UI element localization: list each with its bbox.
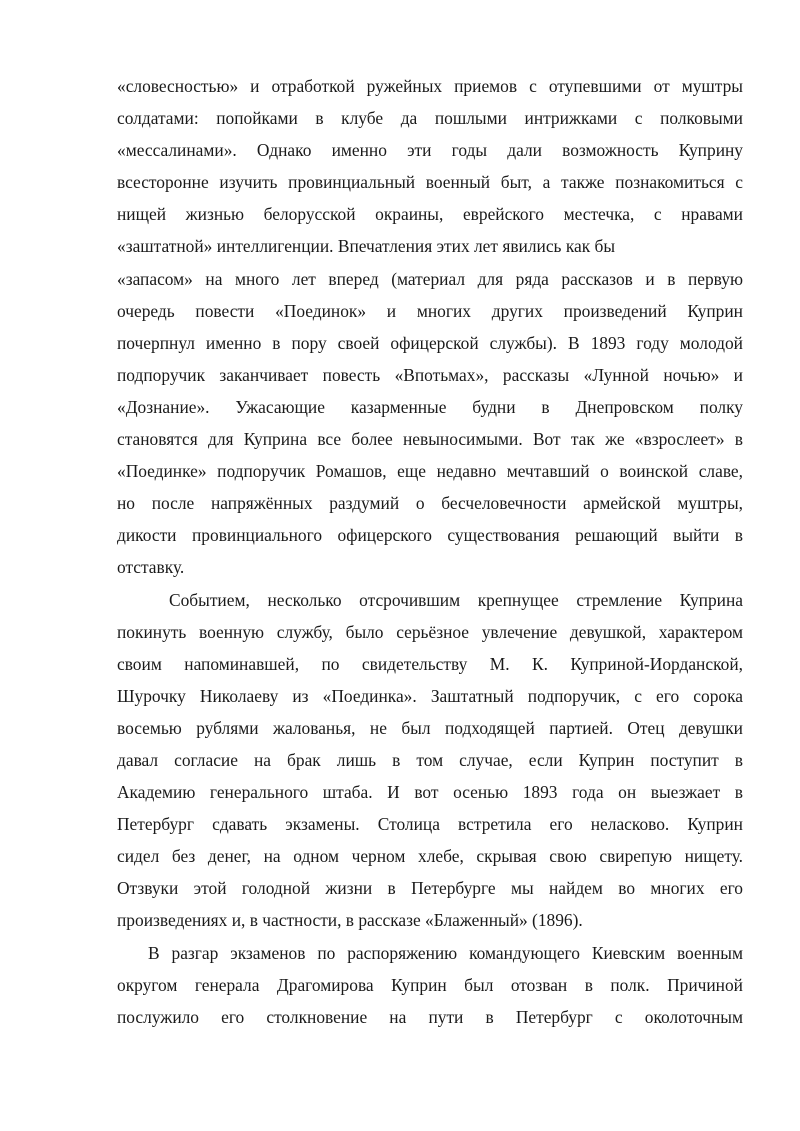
paragraph-2 xyxy=(117,584,743,937)
text-line: солдатами: попойками в клубе да пошлыми интрижками с полковыми xyxy=(117,108,743,129)
text-line: но после напряжённых раздумий о бесчеловечности армейской муштры, xyxy=(117,493,743,514)
paragraph-3 xyxy=(117,937,743,1033)
text-line: сидел без денег, на одном черном хлебе, скрывая свою свирепую нищету. xyxy=(117,846,743,867)
text-line: В разгар экзаменов по распоряжению командующего Киевским военным xyxy=(148,942,743,963)
text-line: давал согласие на брак лишь в том случае, если Куприн поступит в xyxy=(117,749,743,770)
text-line: восемью рублями жалованья, не был подходящей партией. Отец девушки xyxy=(117,717,743,738)
text-line: подпоручик заканчивает повесть «Впотьмах», рассказы «Лунной ночью» и xyxy=(117,364,743,385)
text-line: дикости провинциального офицерского существования решающий выйти в xyxy=(117,525,743,546)
text-line: произведениях и, в частности, в рассказе «Блаженный» (1896). xyxy=(117,910,583,931)
text-line: Шурочку Николаеву из «Поединка». Заштатный подпоручик, с его сорока xyxy=(117,685,743,706)
text-line: всесторонне изучить провинциальный военный быт, а также познакомиться с xyxy=(117,172,743,193)
text-line: Отзвуки этой голодной жизни в Петербурге мы найдем во многих его xyxy=(117,878,743,899)
text-line: почерпнул именно в пору своей офицерской службы). В 1893 году молодой xyxy=(117,332,743,353)
text-line: округом генерала Драгомирова Куприн был отозван в полк. Причиной xyxy=(117,974,743,995)
document-page xyxy=(117,70,743,1033)
paragraph-1 xyxy=(117,70,743,584)
text-line: нищей жизнью белорусской окраины, еврейского местечка, с нравами xyxy=(117,204,743,225)
text-line: покинуть военную службу, было серьёзное увлечение девушкой, характером xyxy=(117,621,743,642)
text-line: Академию генерального штаба. И вот осенью 1893 года он выезжает в xyxy=(117,782,743,803)
text-line: «Поединке» подпоручик Ромашов, еще недавно мечтавший о воинской славе, xyxy=(117,461,743,482)
text-line: отставку. xyxy=(117,557,185,578)
text-line: «Дознание». Ужасающие казарменные будни в Днепровском полку xyxy=(117,396,743,417)
text-line: «запасом» на много лет вперед (материал для ряда рассказов и в первую xyxy=(117,268,743,289)
text-line: «заштатной» интеллигенции. Впечатления этих лет явились как бы xyxy=(117,236,616,257)
text-line: «словесностью» и отработкой ружейных приемов с отупевшими от муштры xyxy=(117,76,743,96)
text-line: становятся для Куприна все более невыносимыми. Вот так же «взрослеет» в xyxy=(117,429,743,450)
text-line: Петербург сдавать экзамены. Столица встретила его неласково. Куприн xyxy=(117,814,743,835)
text-line: очередь повести «Поединок» и многих других произведений Куприн xyxy=(117,300,743,321)
text-line: своим напоминавшей, по свидетельству М. К. Куприной-Иорданской, xyxy=(117,653,743,674)
text-line: Событием, несколько отсрочившим крепнущее стремление Куприна xyxy=(169,589,743,610)
text-line: «мессалинами». Однако именно эти годы дали возможность Куприну xyxy=(117,140,743,161)
text-line: послужило его столкновение на пути в Петербург с околоточным xyxy=(117,1006,743,1027)
